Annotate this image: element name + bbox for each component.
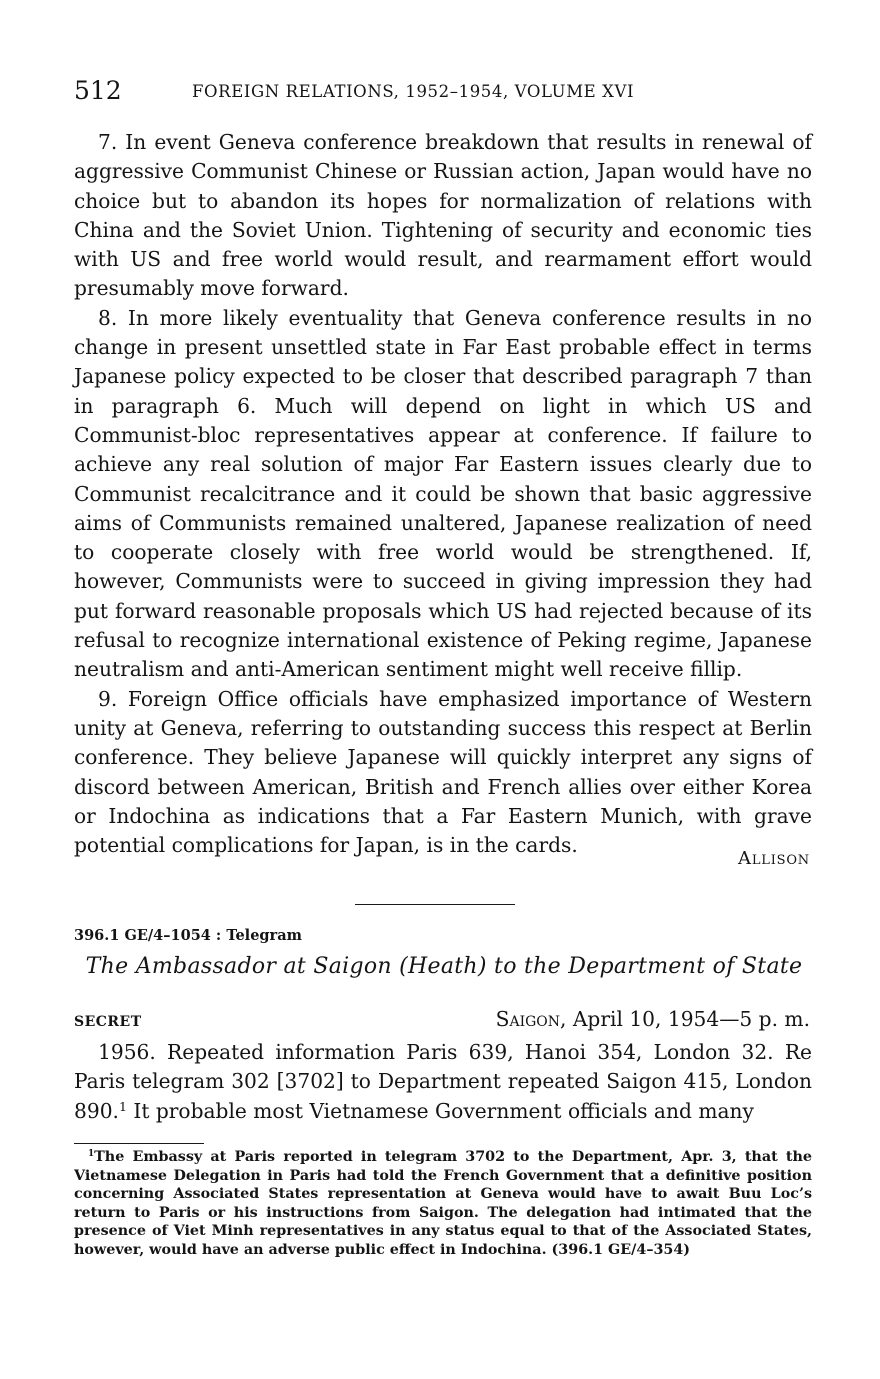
- previous-document-body: [74, 128, 812, 860]
- footnote-reference: 1: [118, 1098, 127, 1114]
- telegram-paragraph: [74, 1038, 812, 1126]
- document-divider: [355, 904, 515, 905]
- footnote-marker: 1: [88, 1149, 95, 1160]
- paragraph-8: 8. In more likely eventuality that Geneva conference results in no change in present unsettled state in Far East probable effect in terms Japanese policy expected to be closer that described paragraph 7 than in paragraph 6. Much will depend on light in which US and Communist-bloc representatives appear at conference. If failure to achieve any real solution of major Far Eastern issues clearly due to Communist recalcitrance and it could be shown that basic aggressive aims of Communists remained unaltered, Japanese realization of need to cooperate closely with free world would be strengthened. If, however, Communists were to succeed in giving impression they had put forward reasonable proposals which US had rejected because of its refusal to recognize international existence of Peking regime, Japanese neutralism and anti-American sentiment might well receive fillip.: [74, 305, 812, 682]
- signature: Allison: [738, 848, 810, 869]
- telegram-text-start: 1956. Repeated information Paris 639, Hanoi 354, London 32. Re Paris telegram 302 [3702] to Department repeated Saigon 415, London 890.: [74, 1040, 812, 1123]
- date-time: , April 10, 1954—5 p. m.: [560, 1007, 810, 1031]
- paragraph-9: 9. Foreign Office officials have emphasized importance of Western unity at Geneva, referring to outstanding success this respect at Berlin conference. They believe Japanese will quickly interpret any signs of discord between American, British and French allies over either Korea or Indochina as indications that a Far Eastern Munich, with grave potential complications for Japan, is in the cards.: [74, 686, 812, 858]
- place-name: Saigon: [495, 1007, 561, 1031]
- telegram-body: [74, 1038, 812, 1126]
- page-header: [74, 76, 814, 110]
- telegram-text-continued: It probable most Vietnamese Government officials and many: [126, 1098, 754, 1123]
- document-title: The Ambassador at Saigon (Heath) to the Department of State: [85, 954, 803, 979]
- place-and-date: [496, 1005, 810, 1033]
- classification-label: SECRET: [74, 1014, 142, 1030]
- footnote-paragraph: [74, 1148, 812, 1260]
- dateline: [74, 1005, 810, 1035]
- footnote-text: The Embassy at Paris reported in telegram 3702 to the Department, Apr. 3, that the Vietnamese Delegation in Paris had told the French Government that a definitive position concerning Associated States representation at Geneva would have to await Buu Loc’s return to Paris or his instructions from Saigon. The delegation had intimated that the presence of Viet Minh representatives in any status equal to that of the Associated States, however, would have an adverse public effect in Indochina. (396.1 GE/4–354): [74, 1149, 812, 1258]
- footnote-rule: [74, 1143, 204, 1144]
- footnote: [74, 1148, 812, 1260]
- document-reference: 396.1 GE/4–1054 : Telegram: [74, 927, 302, 944]
- running-head: FOREIGN RELATIONS, 1952–1954, VOLUME XVI: [192, 82, 635, 101]
- paragraph-7: 7. In event Geneva conference breakdown that results in renewal of aggressive Communist Chinese or Russian action, Japan would have no choice but to abandon its hopes for normalization of relations with China and the Soviet Union. Tightening of security and economic ties with US and free world would result, and rearmament effort would presumably move forward.: [74, 130, 812, 301]
- page-number: 512: [74, 76, 122, 105]
